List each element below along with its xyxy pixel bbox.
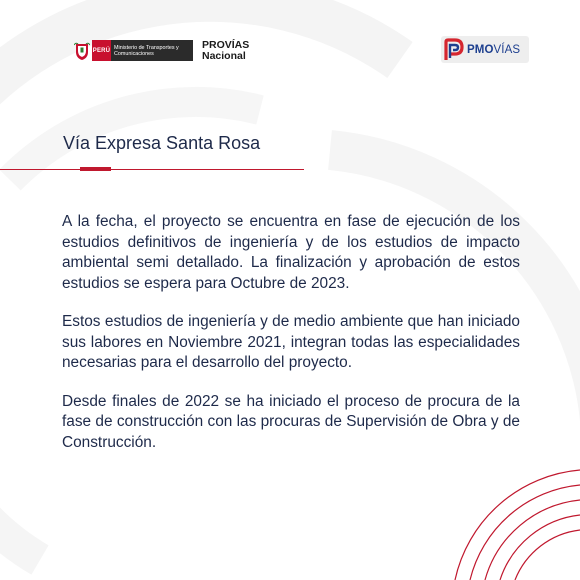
provias-title: PROVÍAS [202,38,250,51]
provias-logo [202,40,249,61]
page-title: Vía Expresa Santa Rosa [63,133,261,153]
main-content [62,212,520,471]
paragraph-2: Estos estudios de ingeniería y de medio ambiente que han iniciado sus labores en Noviembre 2021, integran todas las especialidades necesarias para el desarrollo del proyecto. [62,313,520,371]
pmo-vias-logo-icon [443,38,465,62]
corner-arcs-decoration [455,470,580,580]
title-underline [0,169,304,170]
ministry-label: Ministerio de Transportes y Comunicaciones [111,40,193,61]
pmo-vias-wordmark [467,44,520,56]
pmo-vias-logo [441,36,529,63]
pmo-wordmark-strong: PMO [467,43,494,56]
peru-label: PERÚ [92,40,111,61]
paragraph-1: A la fecha, el proyecto se encuentra en fase de ejecución de los estudios definitivos de ingeniería y de los estudios de impacto ambiental semi detallado. La finalización y aprobación de estos estudios se espera para Octubre de 2023. [62,213,520,292]
paragraph-3: Desde finales de 2022 se ha iniciado el proceso de procura de la fase de construcción con las procuras de Supervisión de Obra y de Construcción. [62,392,520,451]
pmo-wordmark-rest: VÍAS [493,43,521,56]
header [0,0,580,80]
provias-subtitle: Nacional [202,49,246,62]
peru-crest-icon [74,40,90,61]
title-underline-accent [80,167,111,171]
government-logo [74,40,249,61]
